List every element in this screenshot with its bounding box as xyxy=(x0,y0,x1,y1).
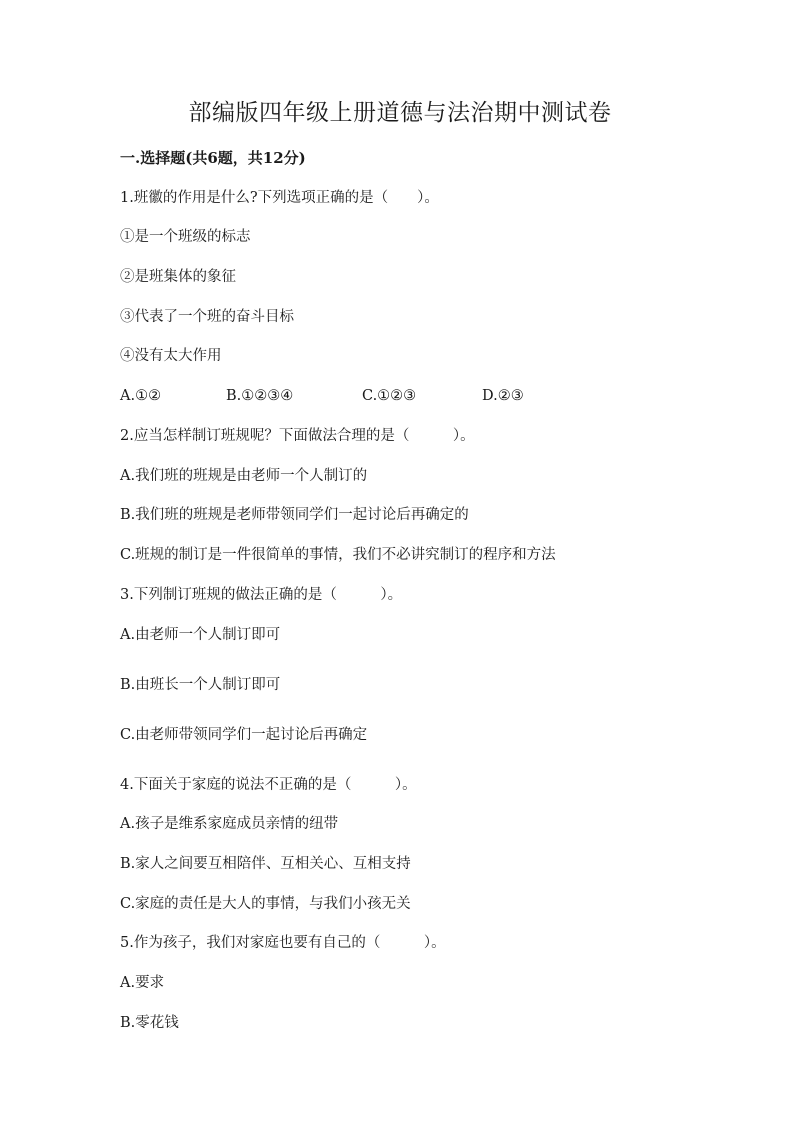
q1-choice-b: B.①②③④ xyxy=(226,388,294,404)
q1-item-3: ③代表了一个班的奋斗目标 xyxy=(120,309,294,325)
q3-option-b: B.由班长一个人制订即可 xyxy=(120,677,281,693)
q1-choice-c: C.①②③ xyxy=(362,388,417,404)
q2-option-c: C.班规的制订是一件很简单的事情，我们不必讲究制订的程序和方法 xyxy=(120,547,556,563)
q1-item-1: ①是一个班级的标志 xyxy=(120,229,251,245)
q5-option-b: B.零花钱 xyxy=(120,1015,179,1031)
q2-option-b: B.我们班的班规是老师带领同学们一起讨论后再确定的 xyxy=(120,507,469,523)
q5-stem: 5.作为孩子，我们对家庭也要有自己的（ ）。 xyxy=(120,935,446,951)
q4-stem: 4.下面关于家庭的说法不正确的是（ ）。 xyxy=(120,777,417,793)
q1-choice-d: D.②③ xyxy=(482,388,524,404)
q1-item-4: ④没有太大作用 xyxy=(120,348,222,364)
q2-option-a: A.我们班的班规是由老师一个人制订的 xyxy=(120,468,368,484)
q1-stem: 1.班徽的作用是什么?下列选项正确的是（ ）。 xyxy=(120,190,439,206)
q4-option-c: C.家庭的责任是大人的事情，与我们小孩无关 xyxy=(120,896,411,912)
q1-item-2: ②是班集体的象征 xyxy=(120,269,236,285)
q5-option-a: A.要求 xyxy=(120,975,165,991)
q3-option-a: A.由老师一个人制订即可 xyxy=(120,627,281,643)
exam-title: 部编版四年级上册道德与法治期中测试卷 xyxy=(188,100,612,126)
q2-stem: 2.应当怎样制订班规呢？下面做法合理的是（ ）。 xyxy=(120,428,475,444)
q4-option-b: B.家人之间要互相陪伴、互相关心、互相支持 xyxy=(120,856,411,872)
q3-option-c: C.由老师带领同学们一起讨论后再确定 xyxy=(120,727,368,743)
q4-option-a: A.孩子是维系家庭成员亲情的纽带 xyxy=(120,816,339,832)
q1-choice-a: A.①② xyxy=(120,388,162,404)
q3-stem: 3.下列制订班规的做法正确的是（ ）。 xyxy=(120,587,403,603)
section-heading: 一.选择题(共6题，共12分) xyxy=(120,149,306,167)
